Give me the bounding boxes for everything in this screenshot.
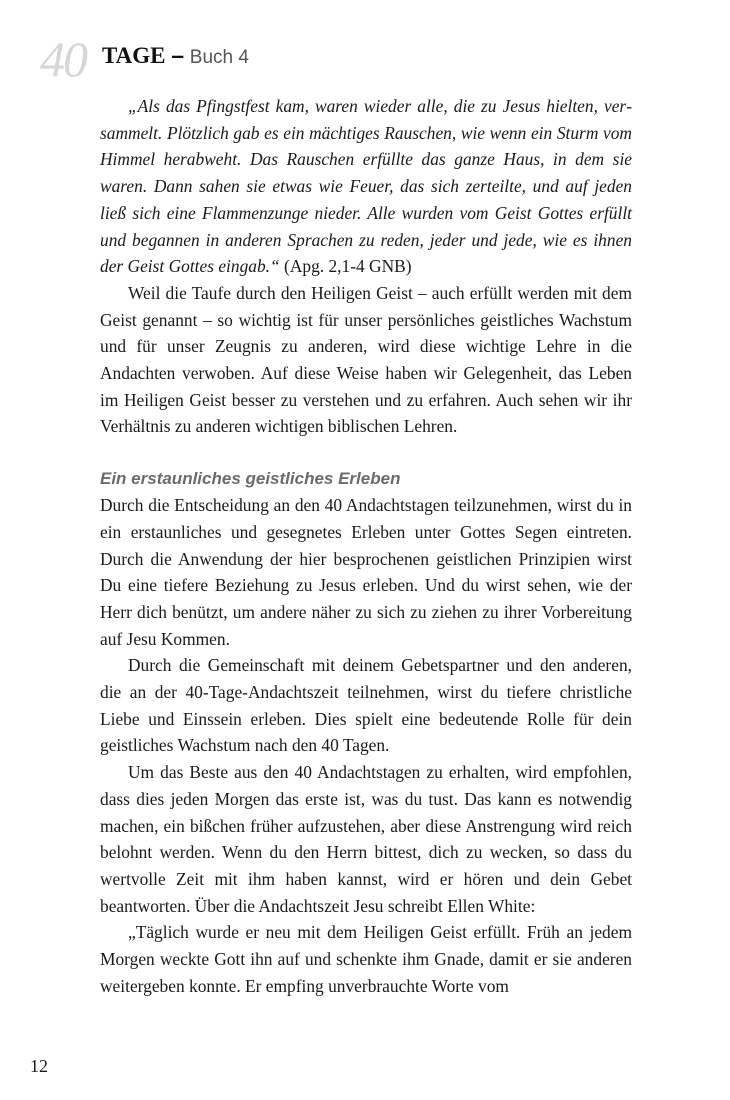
paragraph: Durch die Gemeinschaft mit deinem Gebetspartner und den anderen, die an der 40-Tage-Andachtszeit teilnehmen, wirst du tiefere christliche Liebe und Einssein erleben. Dies spielt eine bedeutende Rolle für dein geistliches Wachstum nach den 40 Tagen. (100, 655, 632, 756)
book-title (102, 44, 249, 67)
paragraph: Weil die Taufe durch den Heiligen Geist – auch erfüllt werden mit dem Geist genannt – so wichtig ist für unser persönliches geistliches Wachstum und für unser Zeugnis zu anderen, wird diese wichtige Lehre in die Andachten verwoben. Auf diese Weise haben wir Gelegenheit, das Leben im Heiligen Geist besser zu verstehen und zu erfahren. Auch sehen wir ihr Verhältnis zu anderen wichtigen biblischen Lehren. (100, 282, 632, 437)
book-volume: Buch 4 (189, 47, 249, 68)
paragraph: „Täglich wurde er neu mit dem Heiligen Geist erfüllt. Früh an jedem Morgen weckte Gott ihn auf und schenkte ihm Gnade, damit er sie anderen weitergeben konnte. Er empfing unverbrauchte Worte vom (100, 922, 632, 996)
title-dash: – (171, 42, 185, 68)
book-title-tage: TAGE (102, 43, 166, 68)
running-header (40, 28, 440, 88)
page-body (100, 93, 632, 1000)
paragraph: Durch die Entscheidung an den 40 Andachtstagen teilzunehmen, wirst du in ein erstaunliches und gesegnetes Erleben unter Gottes Segen eintreten. Durch die Anwendung der hier besprochenen geistlichen Prinzipien wirst Du eine tiefere Beziehung zu Jesus erleben. Und du wirst sehen, wie der Herr dich benützt, um andere näher zu sich zu ziehen zu ihrer Vorbereitung auf Jesu Kommen. (100, 495, 632, 649)
bible-quote-reference: (Apg. 2,1-4 GNB) (279, 256, 412, 277)
bible-quote-text: „Als das Pfingstfest kam, waren wieder alle, die zu Jesus hielten, versammelt. Plötzlich gab es ein mächtiges Rauschen, wie wenn ein Sturm vom Himmel herabweht. Das Rauschen erfüllte das ganze Haus, in dem sie waren. Dann sahen sie etwas wie Feuer, das sich zerteilte, und auf jeden ließ sich eine Flammenzunge nieder. Alle wurden vom Geist Gottes erfüllt und begannen in anderen Sprachen zu reden, jeder und jede, wie es ihnen der Geist Gottes eingab.“ (100, 96, 632, 277)
bible-quote (100, 93, 632, 280)
paragraph: Um das Beste aus den 40 Andachtstagen zu erhalten, wird empfohlen, dass dies jeden Morgen das erste ist, was du tust. Das kann es notwendig machen, ein bißchen früher aufzustehen, aber diese Anstrengung wird reich belohnt werden. Wenn du den Herrn bittest, dich zu wecken, so dass du wertvolle Zeit mit ihm haben kannst, wird er hören und dein Gebet beantworten. Über die Andachtszeit Jesu schreibt Ellen White: (100, 762, 632, 916)
section-heading: Ein erstaunliches geistliches Erleben (100, 469, 401, 489)
series-number-logo: 40 (40, 31, 86, 87)
page-number: 12 (30, 1056, 48, 1076)
